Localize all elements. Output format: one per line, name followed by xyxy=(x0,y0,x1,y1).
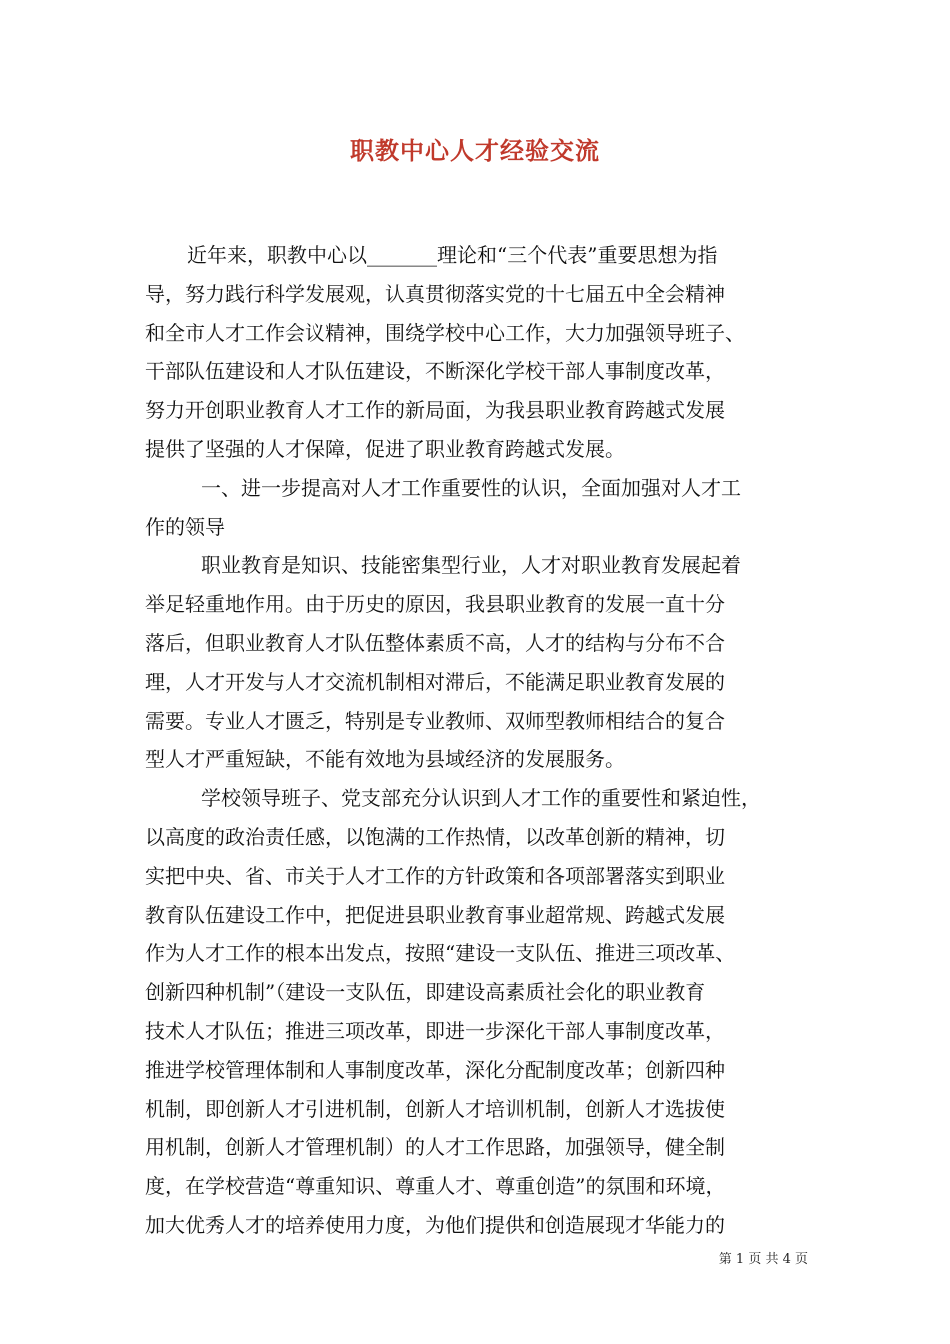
text-line: 举足轻重地作用。由于历史的原因，我县职业教育的发展一直十分 xyxy=(145,592,725,617)
text-line: 导，努力践行科学发展观，认真贯彻落实党的十七届五中全会精神 xyxy=(145,281,725,306)
section-heading-line: 作的领导 xyxy=(145,514,225,539)
text-line: 近年来，职教中心以_______理论和“三个代表”重要思想为指 xyxy=(187,243,718,267)
section-heading-line: 一、进一步提高对人才工作重要性的认识，全面加强对人才工 xyxy=(201,475,741,500)
text-line: 教育队伍建设工作中，把促进县职业教育事业超常规、跨越式发展 xyxy=(145,902,725,927)
text-line: 努力开创职业教育人才工作的新局面，为我县职业教育跨越式发展 xyxy=(145,398,725,423)
text-line: 推进学校管理体制和人事制度改革，深化分配制度改革；创新四种 xyxy=(145,1057,725,1082)
text-line: 加大优秀人才的培养使用力度，为他们提供和创造展现才华能力的 xyxy=(145,1212,725,1237)
text-line: 学校领导班子、党支部充分认识到人才工作的重要性和紧迫性， xyxy=(201,786,761,811)
text-line: 实把中央、省、市关于人才工作的方针政策和各项部署落实到职业 xyxy=(145,863,725,888)
text-line: 干部队伍建设和人才队伍建设，不断深化学校干部人事制度改革， xyxy=(145,359,725,384)
text-line: 技术人才队伍；推进三项改革，即进一步深化干部人事制度改革， xyxy=(145,1018,725,1043)
text-line: 度，在学校营造“尊重知识、尊重人才、尊重创造”的氛围和环境， xyxy=(145,1174,726,1199)
text-line: 用机制，创新人才管理机制）的人才工作思路，加强领导，健全制 xyxy=(145,1135,725,1160)
text-line: 以高度的政治责任感，以饱满的工作热情，以改革创新的精神，切 xyxy=(145,824,725,849)
document-title: 职教中心人才经验交流 xyxy=(350,136,600,165)
text-line: 作为人才工作的根本出发点，按照“建设一支队伍、推进三项改革、 xyxy=(145,941,736,966)
document-body xyxy=(145,236,807,1245)
text-line: 提供了坚强的人才保障，促进了职业教育跨越式发展。 xyxy=(145,436,625,461)
text-line: 落后，但职业教育人才队伍整体素质不高，人才的结构与分布不合 xyxy=(145,630,725,655)
text-line: 创新四种机制”（建设一支队伍，即建设高素质社会化的职业教育 xyxy=(145,980,706,1005)
text-line: 理，人才开发与人才交流机制相对滞后，不能满足职业教育发展的 xyxy=(145,669,725,694)
text-line: 需要。专业人才匮乏，特别是专业教师、双师型教师相结合的复合 xyxy=(145,708,725,733)
text-line: 和全市人才工作会议精神，围绕学校中心工作，大力加强领导班子、 xyxy=(145,320,745,345)
text-line: 型人才严重短缺，不能有效地为县域经济的发展服务。 xyxy=(145,747,625,772)
page-number: 第 1 页 共 4 页 xyxy=(718,1252,808,1267)
text-line: 机制，即创新人才引进机制，创新人才培训机制，创新人才选拔使 xyxy=(145,1096,725,1121)
text-line: 职业教育是知识、技能密集型行业，人才对职业教育发展起着 xyxy=(201,553,741,578)
